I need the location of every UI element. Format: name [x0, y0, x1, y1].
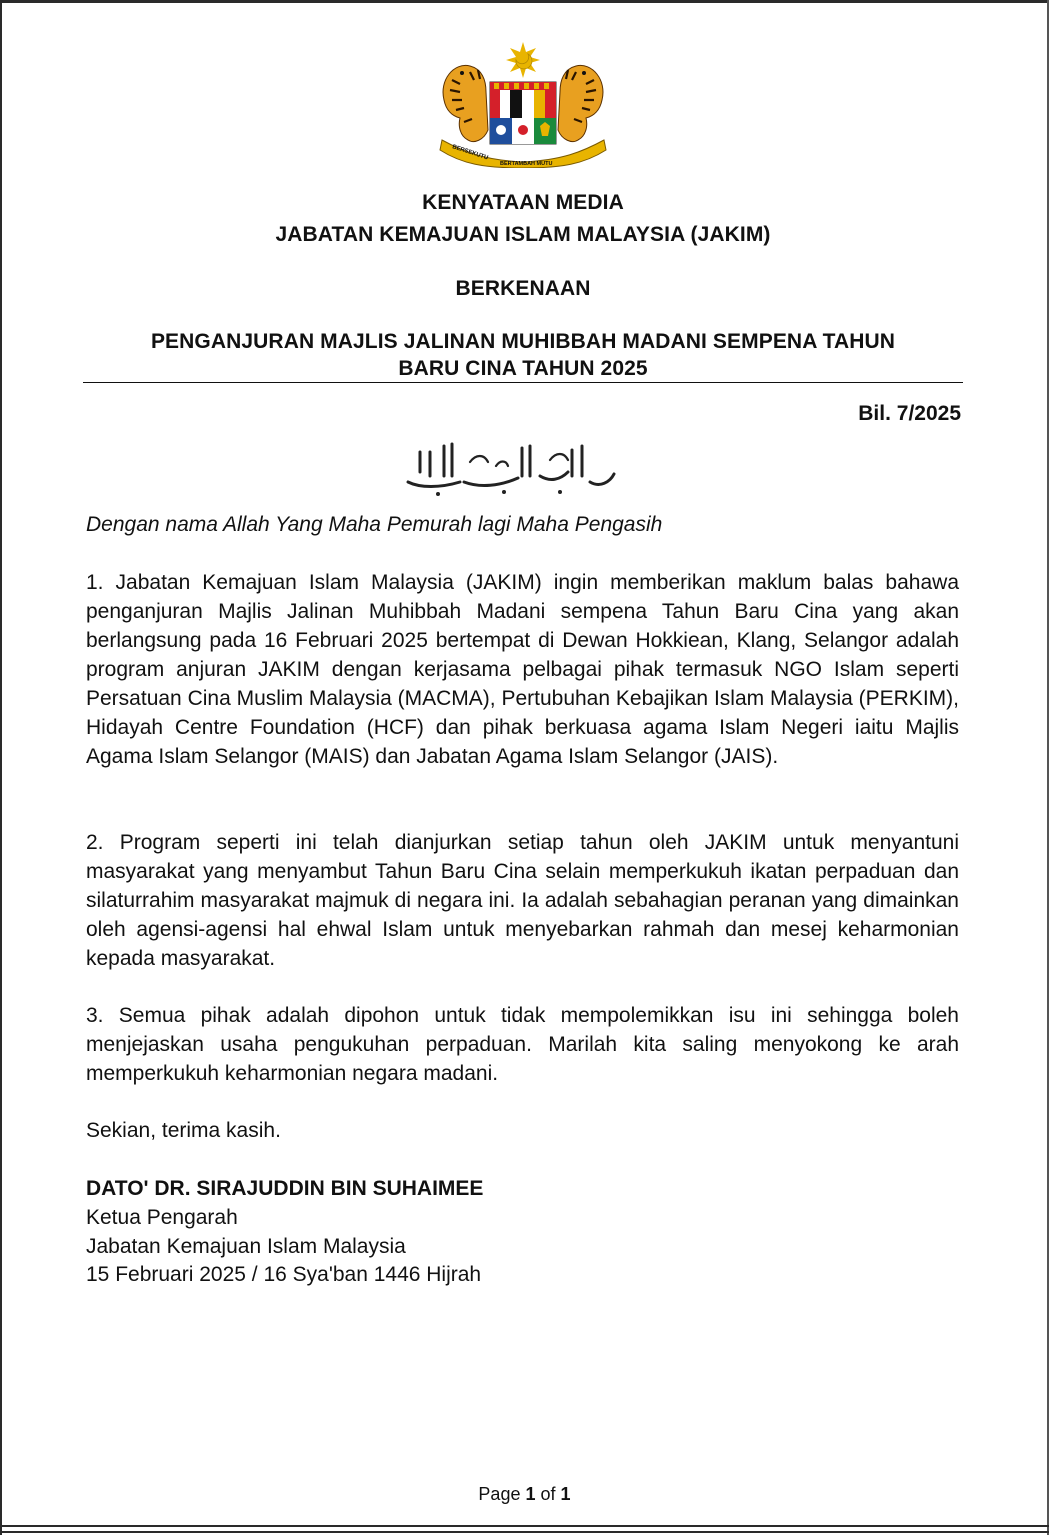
reference-number: Bil. 7/2025	[858, 402, 961, 425]
malaysia-coat-of-arms-logo	[434, 40, 612, 168]
page-label: Page	[478, 1484, 521, 1504]
signatory-department: Jabatan Kemajuan Islam Malaysia	[86, 1235, 406, 1258]
right-tiger-icon	[558, 65, 603, 141]
left-tiger-icon	[443, 65, 488, 141]
subject-line-1: PENGANJURAN MAJLIS JALINAN MUHIBBAH MADANI SEMPENA TAHUN	[150, 330, 896, 353]
federal-star-icon	[506, 42, 540, 78]
shield-icon	[490, 82, 556, 144]
doc-type-title: KENYATAAN MEDIA	[422, 191, 624, 214]
header-divider	[83, 382, 963, 383]
signatory-title: Ketua Pengarah	[86, 1206, 238, 1229]
signatory-date: 15 Februari 2025 / 16 Sya'ban 1446 Hijrah	[86, 1263, 482, 1286]
department-title: JABATAN KEMAJUAN ISLAM MALAYSIA (JAKIM)	[275, 223, 771, 246]
page-total: 1	[560, 1484, 571, 1504]
page-border-bottom-outer	[0, 1531, 1049, 1533]
motto-left: BERSEKUTU	[451, 144, 489, 162]
opening-greeting: Dengan nama Allah Yang Maha Pemurah lagi Maha Pengasih	[86, 513, 663, 536]
signatory-name: DATO' DR. SIRAJUDDIN BIN SUHAIMEE	[86, 1177, 484, 1200]
page-number	[0, 1483, 1049, 1505]
regarding-label: BERKENAAN	[455, 277, 591, 300]
page-border-bottom	[0, 1525, 1049, 1527]
page-border-left	[0, 0, 2, 1535]
of-label: of	[540, 1484, 556, 1504]
closing-remark: Sekian, terima kasih.	[86, 1119, 281, 1142]
bismillah-text: بِسْمِ اللهِ الرَّحْمٰنِ الرَّحِيْمِ	[504, 500, 516, 501]
page-current: 1	[525, 1484, 536, 1504]
paragraph-1: 1. Jabatan Kemajuan Islam Malaysia (JAKIM) ingin memberikan maklum balas bahawa penganjuran Majlis Jalinan Muhibbah Madani sempena Tahun Baru Cina yang akan berlangsung pada 16 Februari 2025 bertempat di Dewan Hokkiean, Klang, Selangor adalah program anjuran JAKIM dengan kerjasama pelbagai pihak termasuk NGO Islam seperti Persatuan Cina Muslim Malaysia (MACMA), Pertubuhan Kebajikan Islam Malaysia (PERKIM), Hidayah Centre Foundation (HCF) dan pihak berkuasa agama Islam Negeri iaitu Majlis Agama Islam Selangor (MAIS) dan Jabatan Agama Islam Selangor (JAIS).	[86, 571, 959, 768]
paragraph-2: 2. Program seperti ini telah dianjurkan setiap tahun oleh JAKIM untuk menyantuni masyarakat yang menyambut Tahun Baru Cina selain memperkukuh ikatan perpaduan dan silaturrahim masyarakat majmuk di negara ini. Ia adalah sebahagian peranan yang dimainkan oleh agensi-agensi hal ehwal Islam untuk menyebarkan rahmah dan mesej keharmonian kepada masyarakat.	[86, 831, 959, 970]
page-border-top	[0, 0, 1049, 3]
paragraph-3: 3. Semua pihak adalah dipohon untuk tidak mempolemikkan isu ini sehingga boleh menjejaskan usaha pengukuhan perpaduan. Marilah kita saling menyokong ke arah memperkukuh keharmonian negara madani.	[86, 1004, 959, 1085]
motto-right: BERTAMBAH MUTU	[500, 161, 553, 167]
bismillah-calligraphy	[400, 432, 620, 502]
subject-line-2: BARU CINA TAHUN 2025	[398, 357, 648, 380]
